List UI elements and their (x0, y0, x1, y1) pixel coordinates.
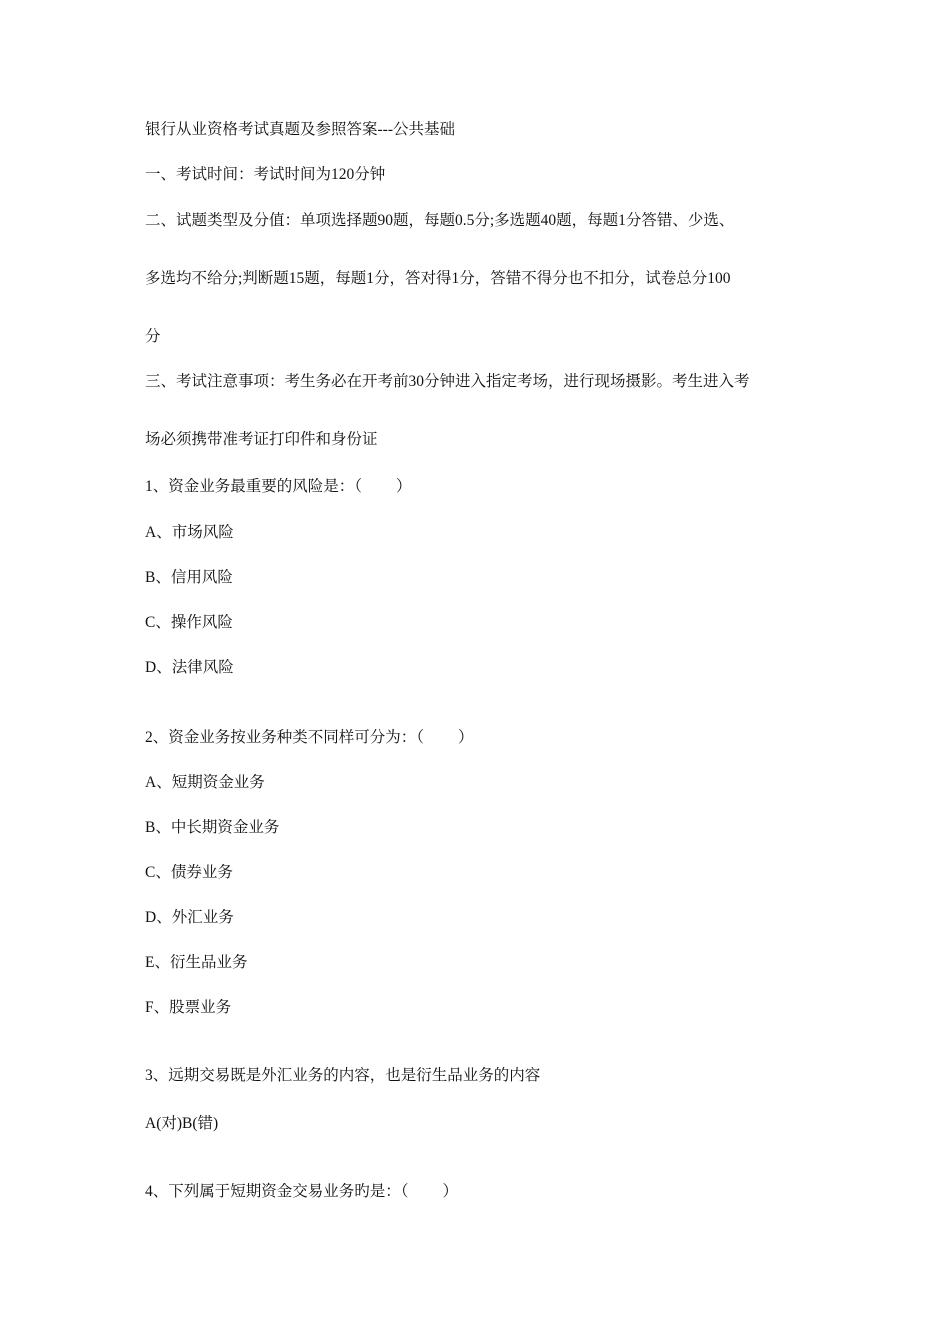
question-4-stem-close: ） (442, 1183, 459, 1200)
question-3-options: A(对)B(错) (145, 1115, 219, 1132)
question-2-option-f: F、股票业务 (145, 999, 232, 1016)
question-2-option-d: D、外汇业务 (145, 909, 234, 926)
document-title: 银行从业资格考试真题及参照答案---公共基础 (145, 121, 455, 138)
question-1-stem (145, 477, 825, 497)
question-1-option-d: D、法律风险 (145, 659, 234, 676)
question-2-option-b: B、中长期资金业务 (145, 819, 280, 836)
exam-notes-text-line-2: 场必须携带准考证打印件和身份证 (145, 431, 378, 448)
exam-time-text: 一、考试时间：考试时间为120分钟 (145, 166, 386, 183)
question-4-stem (145, 1182, 825, 1202)
question-1-stem-text: 1、资金业务最重要的风险是：（ (145, 478, 363, 495)
question-2-option-e: E、衍生品业务 (145, 954, 248, 971)
question-4-stem-text: 4、下列属于短期资金交易业务旳是：（ (145, 1183, 409, 1200)
question-types-text-line-3: 分 (145, 328, 161, 345)
question-1-stem-close: ） (396, 478, 412, 495)
question-2-stem-close: ） (458, 729, 474, 746)
question-3-stem: 3、远期交易既是外汇业务的内容，也是衍生品业务的内容 (145, 1067, 541, 1084)
question-1-option-b: B、信用风险 (145, 569, 233, 586)
question-2-stem (145, 728, 825, 748)
question-1-option-c: C、操作风险 (145, 614, 233, 631)
question-types-text-line-1: 二、试题类型及分值：单项选择题90题，每题0.5分;多选题40题，每题1分答错、少选、 (145, 212, 735, 229)
question-types-text-line-2: 多选均不给分;判断题15题，每题1分，答对得1分，答错不得分也不扣分，试卷总分100 (145, 270, 731, 287)
exam-notes-text-line-1: 三、考试注意事项：考生务必在开考前30分钟进入指定考场，进行现场摄影。考生进入考 (145, 373, 750, 390)
question-2-option-a: A、短期资金业务 (145, 774, 265, 791)
question-2-stem-text: 2、资金业务按业务种类不同样可分为：（ (145, 729, 425, 746)
question-2-option-c: C、债券业务 (145, 864, 233, 881)
document-body (145, 120, 825, 1202)
question-1-option-a: A、市场风险 (145, 524, 234, 541)
